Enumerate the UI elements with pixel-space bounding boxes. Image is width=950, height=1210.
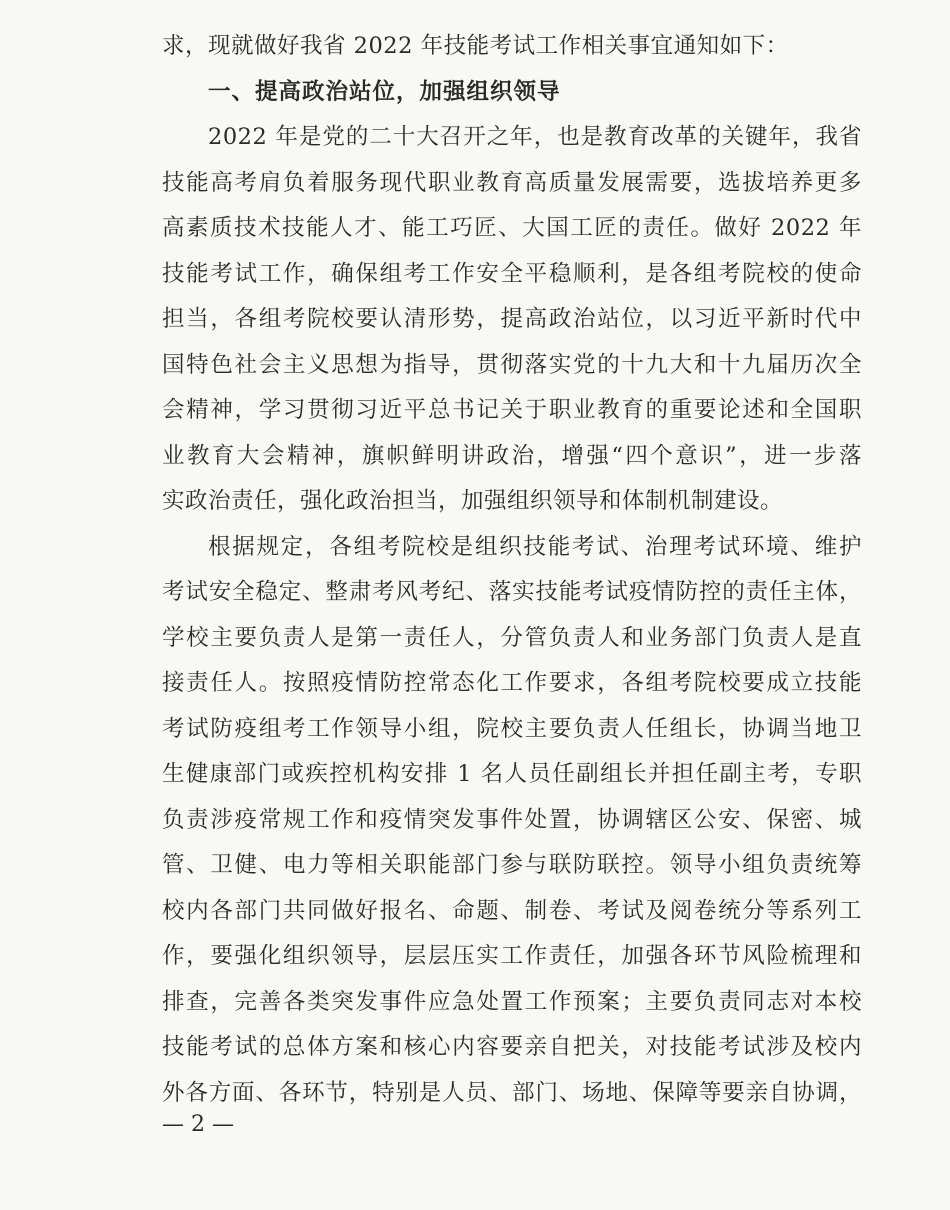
text-line: 外各方面、各环节，特别是人员、部门、场地、保障等要亲自协调， [162, 1079, 862, 1106]
text-line: 技能高考肩负着服务现代职业教育高质量发展需要，选拔培养更多 [162, 169, 862, 196]
text-line: 排查，完善各类突发事件应急处置工作预案；主要负责同志对本校 [162, 988, 862, 1015]
text-line: 技能考试的总体方案和核心内容要亲自把关，对技能考试涉及校内 [162, 1034, 862, 1060]
text-line: 2022 年是党的二十大召开之年，也是教育改革的关键年，我省 [208, 124, 862, 150]
section-heading: 一、提高政治站位，加强组织领导 [208, 78, 561, 105]
text-line: 接责任人。按照疫情防控常态化工作要求，各组考院校要成立技能 [162, 670, 862, 696]
text-line: 技能考试工作，确保组考工作安全平稳顺利，是各组考院校的使命 [162, 260, 862, 287]
text-line: 校内各部门共同做好报名、命题、制卷、考试及阅卷统分等系列工 [162, 897, 862, 924]
text-line: 会精神，学习贯彻习近平总书记关于职业教育的重要论述和全国职 [162, 397, 862, 423]
text-line: 考试防疫组考工作领导小组，院校主要负责人任组长，协调当地卫 [162, 715, 862, 742]
text-line: 高素质技术技能人才、能工巧匠、大国工匠的责任。做好 2022 年 [162, 215, 862, 241]
text-line: 生健康部门或疾控机构安排 1 名人员任副组长并担任副主考，专职 [162, 761, 862, 787]
page-number: — 2 — [162, 1112, 234, 1137]
text-line: 实政治责任，强化政治担当，加强组织领导和体制机制建设。 [162, 488, 784, 514]
text-line: 学校主要负责人是第一责任人，分管负责人和业务部门负责人是直 [162, 624, 862, 651]
text-line: 国特色社会主义思想为指导，贯彻落实党的十九大和十九届历次全 [162, 351, 862, 378]
text-line: 负责涉疫常规工作和疫情突发事件处置，协调辖区公安、保密、城 [162, 806, 862, 833]
text-line: 根据规定，各组考院校是组织技能考试、治理考试环境、维护 [208, 533, 862, 560]
text-line: 作，要强化组织领导，层层压实工作责任，加强各环节风险梳理和 [162, 943, 862, 969]
text-line: 考试安全稳定、整肃考风考纪、落实技能考试疫情防控的责任主体， [162, 579, 862, 605]
text-line: 求，现就做好我省 2022 年技能考试工作相关事宜通知如下： [162, 33, 789, 59]
document-body [162, 24, 862, 1116]
text-line: 业教育大会精神，旗帜鲜明讲政治，增强“四个意识”，进一步落 [162, 442, 862, 469]
text-line: 管、卫健、电力等相关职能部门参与联防联控。领导小组负责统筹 [162, 852, 862, 878]
text-line: 担当，各组考院校要认清形势，提高政治站位，以习近平新时代中 [162, 306, 862, 332]
